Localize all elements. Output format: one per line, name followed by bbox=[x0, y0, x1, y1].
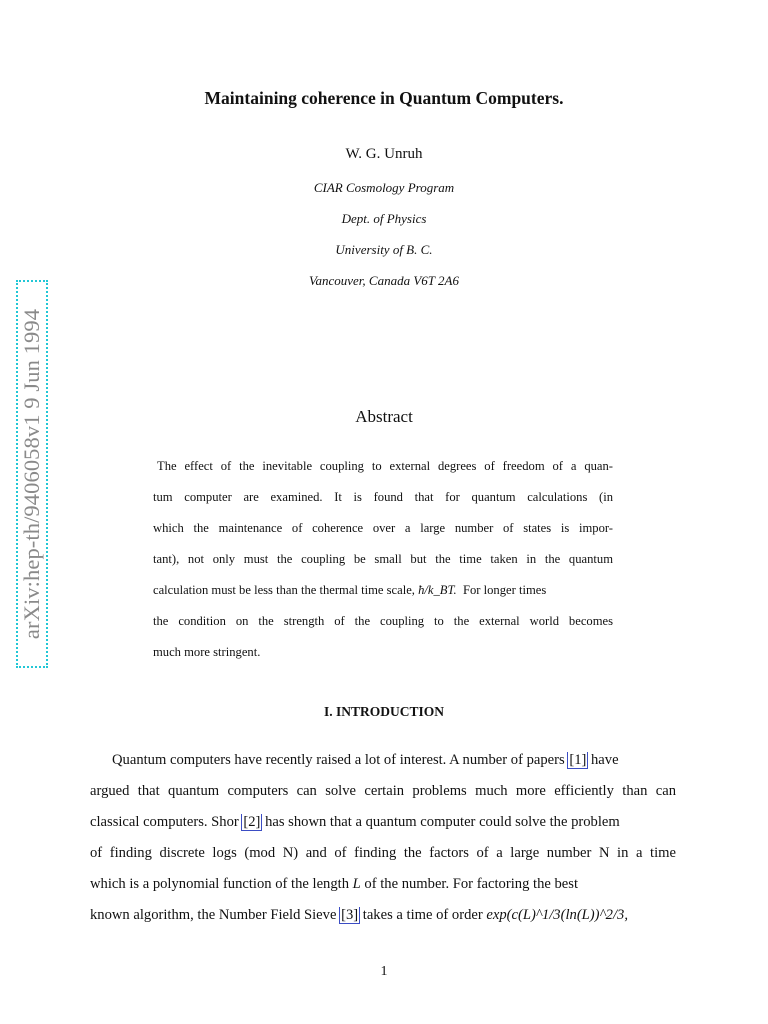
page-number: 1 bbox=[380, 964, 388, 979]
section-heading-introduction: I. INTRODUCTION bbox=[323, 704, 445, 719]
author-name: W. G. Unruh bbox=[345, 146, 423, 162]
math-variable: L bbox=[352, 876, 361, 892]
paragraph-text: known algorithm, the Number Field Sieve bbox=[90, 907, 341, 923]
paragraph-line bbox=[90, 907, 676, 924]
abstract-heading: Abstract bbox=[355, 407, 413, 426]
abstract-line: The effect of the inevitable coupling to external degrees of freedom of a quan- bbox=[157, 459, 613, 473]
paragraph-line bbox=[90, 814, 676, 831]
citation-link[interactable]: [1] bbox=[569, 752, 587, 768]
paper-title: Maintaining coherence in Quantum Computers. bbox=[204, 88, 564, 108]
citation-link[interactable]: [2] bbox=[243, 814, 261, 830]
paragraph-text: classical computers. Shor bbox=[90, 814, 243, 830]
paragraph-text: Quantum computers have recently raised a lot of interest. A number of papers bbox=[112, 752, 569, 768]
paragraph-text: takes a time of order bbox=[359, 907, 487, 923]
paragraph-text: of the number. For factoring the best bbox=[360, 876, 578, 892]
abstract-line bbox=[153, 583, 613, 598]
complexity-formula: exp(c(L)^1/3(ln(L))^2/3, bbox=[486, 907, 628, 923]
abstract-line: tum computer are examined. It is found that for quantum calculations (in bbox=[153, 490, 613, 504]
citation-link[interactable]: [3] bbox=[341, 907, 359, 923]
abstract-line-text: calculation must be less than the thermal time scale, bbox=[153, 583, 419, 597]
paragraph-line bbox=[90, 752, 676, 769]
paragraph-line bbox=[90, 876, 676, 893]
paragraph-text: has shown that a quantum computer could solve the problem bbox=[261, 814, 620, 830]
paragraph-text: which is a polynomial function of the length bbox=[90, 876, 353, 892]
arxiv-stamp-text: arXiv:hep-th/9406058v1 9 Jun 1994 bbox=[19, 308, 44, 640]
arxiv-stamp[interactable] bbox=[16, 280, 48, 668]
paragraph-text: have bbox=[587, 752, 619, 768]
abstract-line-text: For longer times bbox=[462, 583, 547, 597]
abstract-line: much more stringent. bbox=[153, 645, 261, 659]
affiliation-address: Vancouver, Canada V6T 2A6 bbox=[309, 273, 459, 288]
affiliation-dept: Dept. of Physics bbox=[341, 211, 427, 226]
abstract-line: the condition on the strength of the coupling to the external world becomes bbox=[153, 614, 613, 628]
abstract-line: tant), not only must the coupling be small but the time taken in the quantum bbox=[153, 552, 613, 566]
paragraph-line: of finding discrete logs (mod N) and of finding the factors of a large number N in a time bbox=[90, 845, 676, 861]
thermal-time-scale-math: ħ/k_BT. bbox=[418, 583, 457, 597]
affiliation-program: CIAR Cosmology Program bbox=[313, 180, 455, 195]
affiliation-university: University of B. C. bbox=[335, 242, 433, 257]
paragraph-line: argued that quantum computers can solve certain problems much more efficiently than can bbox=[90, 783, 676, 799]
abstract-line: which the maintenance of coherence over a large number of states is impor- bbox=[153, 521, 613, 535]
